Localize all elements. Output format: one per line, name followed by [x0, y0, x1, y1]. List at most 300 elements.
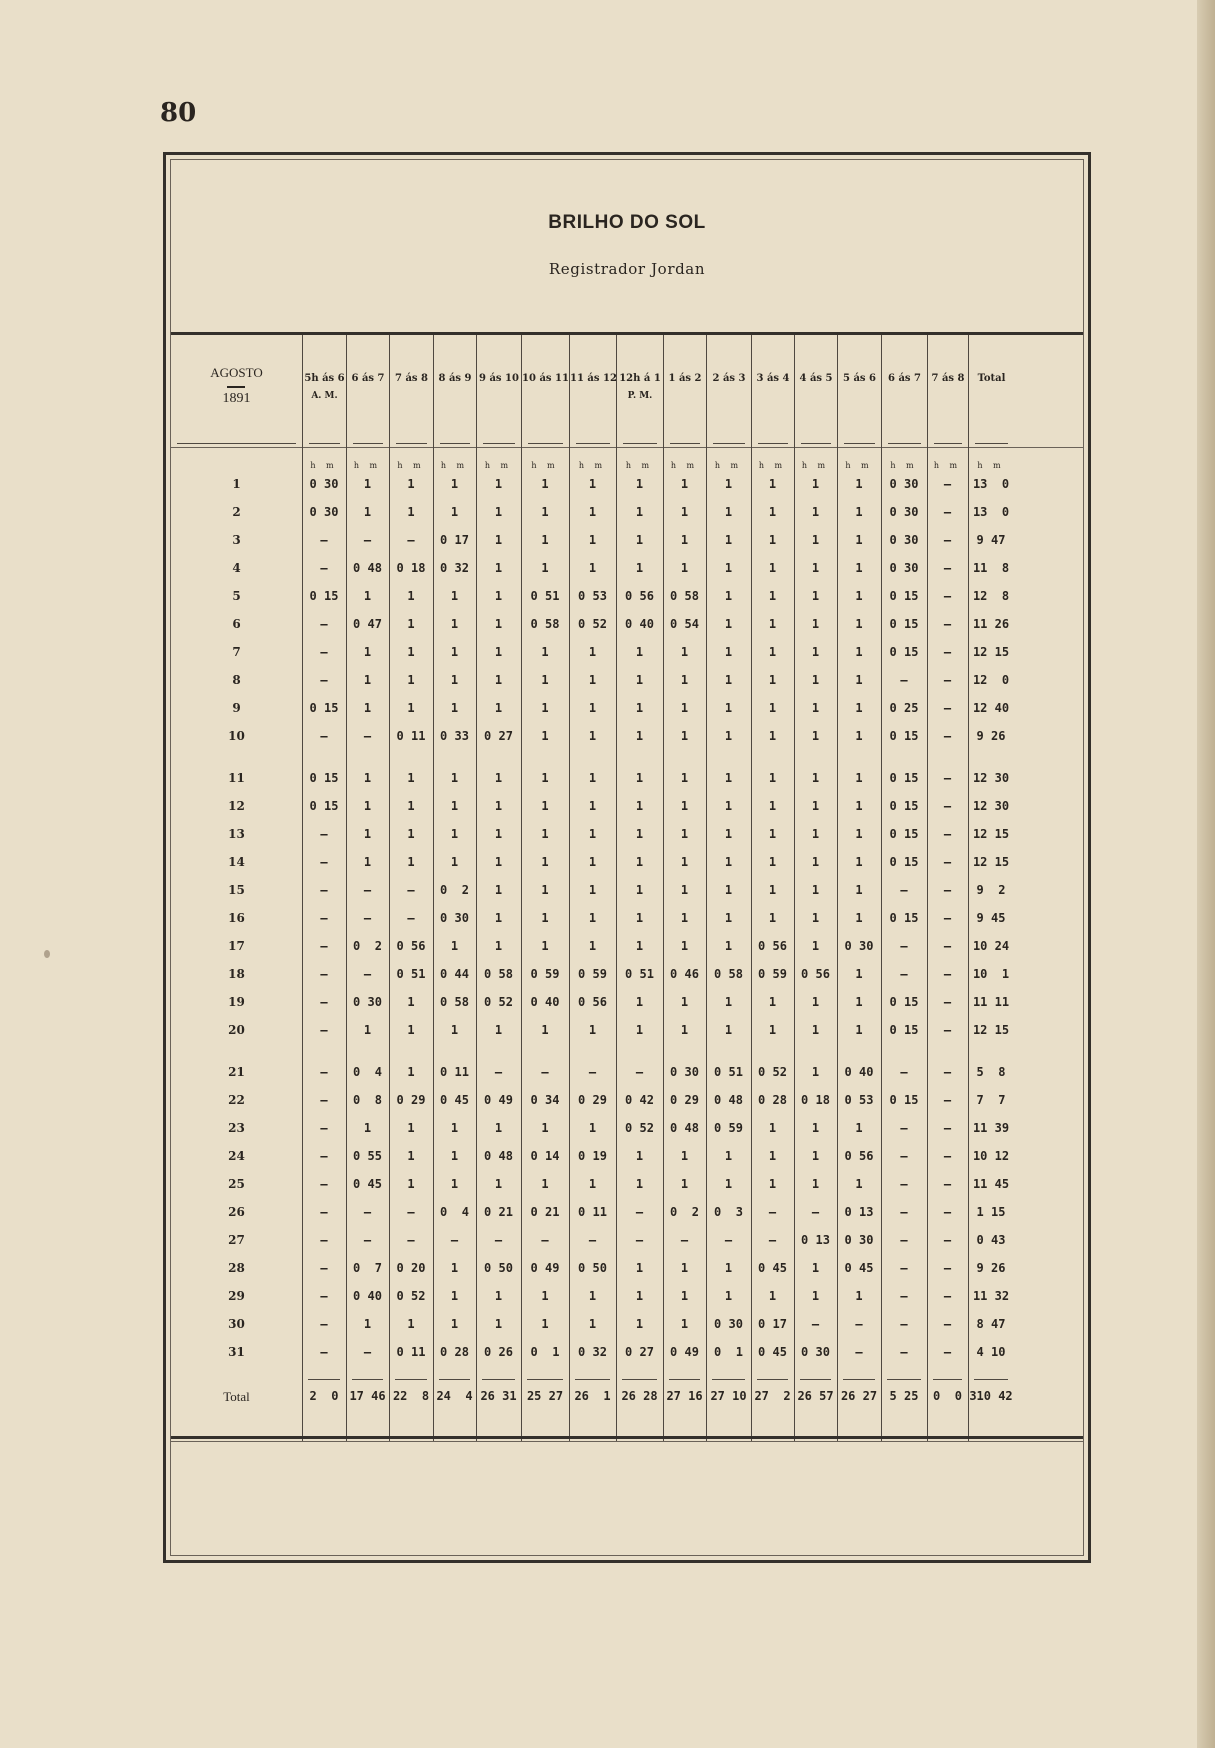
- table-cell: 0 52: [625, 1121, 654, 1135]
- table-cell: 1: [635, 939, 644, 953]
- table-row: [171, 1177, 1083, 1199]
- table-cell: 1: [407, 799, 415, 813]
- column-header-label: 5h ás 6: [304, 373, 345, 384]
- table-cell: 12 30: [972, 799, 1010, 813]
- total-rule: [352, 1379, 383, 1380]
- table-cell: 0 19: [578, 1149, 607, 1163]
- unit-label: h m: [714, 461, 743, 470]
- table-cell: 1: [363, 1317, 372, 1331]
- table-cell: 1: [407, 1149, 415, 1163]
- table-cell: 0 56: [396, 939, 426, 953]
- table-cell: 1: [724, 477, 733, 491]
- table-frame: [163, 152, 1091, 1563]
- row-day: 14: [228, 855, 245, 869]
- table-cell: 1: [724, 939, 733, 953]
- table-cell: 9 26: [976, 1261, 1006, 1275]
- table-cell: —: [943, 673, 952, 687]
- table-cell: 1: [768, 799, 777, 813]
- table-cell: —: [900, 1121, 908, 1135]
- row-day: 31: [228, 1345, 245, 1359]
- table-cell: 9 45: [976, 911, 1006, 925]
- total-rule: [843, 1379, 875, 1380]
- table-row: [171, 883, 1083, 905]
- table-cell: —: [320, 855, 328, 869]
- total-rule: [395, 1379, 427, 1380]
- table-cell: 1: [541, 771, 549, 785]
- table-cell: —: [900, 1317, 908, 1331]
- table-cell: 0 56: [844, 1149, 874, 1163]
- table-row: [171, 701, 1083, 723]
- table-cell: 1: [768, 617, 777, 631]
- table-cell: 1: [680, 883, 689, 897]
- column-header: [968, 335, 1014, 447]
- table-cell: 1: [407, 645, 415, 659]
- table-cell: 0 43: [976, 1233, 1006, 1247]
- table-cell: 1: [680, 477, 689, 491]
- table-cell: 1: [541, 939, 549, 953]
- table-cell: 0 49: [530, 1261, 560, 1275]
- total-rule: [712, 1379, 745, 1380]
- table-cell: 1: [811, 1121, 820, 1135]
- table-cell: —: [320, 1261, 328, 1275]
- table-cell: 1: [811, 1177, 820, 1191]
- total-rule: [527, 1379, 563, 1380]
- table-cell: —: [943, 995, 952, 1009]
- table-cell: 0 45: [758, 1345, 787, 1359]
- table-cell: 1: [494, 1317, 503, 1331]
- table-cell: 1: [494, 645, 503, 659]
- units-row: [171, 461, 1083, 473]
- row-day: 25: [228, 1177, 245, 1191]
- table-cell: 1: [407, 505, 415, 519]
- column-header: [794, 335, 837, 447]
- table-cell: 1: [811, 1023, 820, 1037]
- table-cell: 12 15: [972, 645, 1010, 659]
- table-cell: 1: [855, 1289, 863, 1303]
- table-cell: 0 44: [440, 967, 469, 981]
- table-cell: 1: [635, 701, 644, 715]
- table-cell: —: [320, 1065, 328, 1079]
- table-cell: 0 58: [440, 995, 469, 1009]
- table-row: [171, 1289, 1083, 1311]
- table-cell: 1: [494, 771, 503, 785]
- table-cell: 0 40: [353, 1289, 382, 1303]
- table-cell: —: [811, 1317, 820, 1331]
- table-cell: 0 7: [353, 1261, 382, 1275]
- title-block: [171, 160, 1083, 335]
- table-cell: 0 15: [889, 617, 919, 631]
- table-cell: 0 52: [578, 617, 607, 631]
- table-row: [171, 939, 1083, 961]
- table-cell: 0 27: [484, 729, 513, 743]
- total-rule: [575, 1379, 610, 1380]
- table-cell: —: [900, 1345, 908, 1359]
- row-day: Total: [223, 1389, 250, 1404]
- table-cell: 0 40: [844, 1065, 874, 1079]
- table-cell: —: [943, 967, 952, 981]
- table-cell: 1: [588, 477, 597, 491]
- table-row: [171, 1093, 1083, 1115]
- table-cell: —: [943, 911, 952, 925]
- table-cell: —: [320, 533, 328, 547]
- table-cell: 0 29: [396, 1093, 426, 1107]
- column-header-row: [171, 335, 1083, 448]
- table-cell: 17 46: [349, 1389, 386, 1403]
- table-cell: —: [320, 1289, 328, 1303]
- table-cell: 1: [768, 911, 777, 925]
- unit-label: h m: [933, 461, 962, 470]
- table-cell: 1: [811, 533, 820, 547]
- table-cell: 1: [855, 505, 863, 519]
- table-row: [171, 827, 1083, 849]
- table-cell: 0 45: [758, 1261, 787, 1275]
- table-cell: 1: [635, 827, 644, 841]
- unit-label: h m: [845, 461, 873, 470]
- unit-label: h m: [353, 461, 382, 470]
- page-edge: [1197, 0, 1215, 1748]
- table-cell: 1: [855, 561, 863, 575]
- table-cell: 1: [494, 505, 503, 519]
- table-cell: 1: [811, 939, 820, 953]
- table-cell: 0 48: [484, 1149, 513, 1163]
- table-cell: 0 40: [625, 617, 654, 631]
- column-header-label: 6 ás 7: [888, 373, 921, 384]
- header-rule: [934, 443, 962, 444]
- total-rule: [887, 1379, 921, 1380]
- unit-label: h m: [625, 461, 654, 470]
- table-cell: 0 15: [889, 1023, 919, 1037]
- table-cell: 0 2: [440, 883, 469, 897]
- table-cell: —: [855, 1317, 863, 1331]
- table-cell: 1: [811, 1065, 820, 1079]
- table-cell: 1: [494, 911, 503, 925]
- table-cell: —: [320, 561, 328, 575]
- table-cell: 0 15: [889, 645, 919, 659]
- header-rule: [801, 443, 831, 444]
- table-cell: 1: [635, 1177, 644, 1191]
- table-cell: 1: [680, 1149, 689, 1163]
- table-subtitle: Registrador Jordan: [548, 260, 706, 278]
- table-cell: —: [943, 1317, 952, 1331]
- header-rule: [888, 443, 921, 444]
- table-cell: 1: [635, 911, 644, 925]
- table-cell: 1: [450, 701, 459, 715]
- table-cell: —: [724, 1233, 733, 1247]
- column-header-label: 11 ás 12: [570, 373, 617, 384]
- table-cell: 1: [588, 533, 597, 547]
- table-cell: 1: [811, 477, 820, 491]
- table-cell: 1: [768, 827, 777, 841]
- table-cell: 1: [541, 477, 549, 491]
- table-cell: 1: [450, 799, 459, 813]
- table-cell: 1: [494, 477, 503, 491]
- table-cell: 0 11: [440, 1065, 469, 1079]
- table-cell: 25 27: [526, 1389, 564, 1403]
- table-cell: 0 15: [889, 827, 919, 841]
- table-cell: —: [900, 1233, 908, 1247]
- table-cell: 0 15: [889, 911, 919, 925]
- table-cell: 0 30: [844, 939, 874, 953]
- table-cell: 1: [855, 617, 863, 631]
- table-cell: 0 59: [758, 967, 787, 981]
- table-cell: 0 1: [714, 1345, 743, 1359]
- table-cell: —: [943, 589, 952, 603]
- table-cell: 26 27: [840, 1389, 878, 1403]
- table-cell: —: [943, 729, 952, 743]
- table-cell: 1: [541, 1121, 549, 1135]
- table-cell: 0 30: [309, 477, 339, 491]
- table-cell: 1: [855, 799, 863, 813]
- table-cell: 1: [811, 883, 820, 897]
- row-day: 5: [232, 589, 241, 603]
- table-cell: 1: [724, 799, 733, 813]
- table-cell: 11 8: [972, 561, 1010, 575]
- table-cell: 1: [724, 561, 733, 575]
- row-day: 6: [232, 617, 241, 631]
- table-cell: 1: [855, 533, 863, 547]
- table-cell: —: [900, 1149, 908, 1163]
- table-cell: 1: [724, 701, 733, 715]
- column-header-label: 5 ás 6: [843, 373, 876, 384]
- table-cell: 1: [541, 645, 549, 659]
- table-cell: 1: [450, 939, 459, 953]
- table-cell: 1: [635, 645, 644, 659]
- table-cell: 1: [635, 1023, 644, 1037]
- table-cell: 0 30: [844, 1233, 874, 1247]
- table-cell: 1: [768, 1177, 777, 1191]
- table-cell: 0 4: [353, 1065, 382, 1079]
- table-cell: 27 10: [710, 1389, 747, 1403]
- table-cell: —: [943, 701, 952, 715]
- table-cell: 1: [494, 883, 503, 897]
- table-cell: 0 28: [758, 1093, 787, 1107]
- table-cell: 1: [588, 911, 597, 925]
- table-cell: —: [363, 883, 372, 897]
- unit-label: h m: [670, 461, 699, 470]
- unit-label: h m: [310, 461, 338, 470]
- table-cell: 1: [768, 729, 777, 743]
- table-cell: —: [363, 1233, 372, 1247]
- table-cell: 0 40: [530, 995, 560, 1009]
- table-cell: 1: [541, 701, 549, 715]
- table-cell: 1: [635, 995, 644, 1009]
- table-cell: 1: [450, 477, 459, 491]
- table-cell: 0 48: [670, 1121, 699, 1135]
- table-cell: 1: [680, 799, 689, 813]
- table-cell: 1: [768, 589, 777, 603]
- table-cell: 5 25: [889, 1389, 919, 1403]
- table-cell: 1: [855, 589, 863, 603]
- table-cell: 1: [450, 673, 459, 687]
- table-cell: 1: [768, 673, 777, 687]
- table-cell: 1: [680, 827, 689, 841]
- table-cell: 1: [811, 617, 820, 631]
- table-cell: 11 32: [972, 1289, 1010, 1303]
- table-cell: 0 52: [758, 1065, 787, 1079]
- column-header: [837, 335, 881, 447]
- table-cell: 0 1: [530, 1345, 560, 1359]
- table-cell: 1: [407, 701, 415, 715]
- row-day: 13: [228, 827, 245, 841]
- table-cell: 1: [680, 561, 689, 575]
- table-cell: 1: [588, 771, 597, 785]
- table-cell: 0 59: [714, 1121, 743, 1135]
- table-cell: 0 18: [396, 561, 426, 575]
- table-cell: 1: [588, 561, 597, 575]
- table-cell: —: [494, 1065, 503, 1079]
- table-cell: —: [363, 729, 372, 743]
- column-header-label: 8 ás 9: [438, 373, 472, 384]
- table-cell: 1: [407, 1065, 415, 1079]
- table-cell: 1: [811, 673, 820, 687]
- table-cell: 1: [450, 1317, 459, 1331]
- table-cell: 13 0: [972, 505, 1010, 519]
- table-cell: 1: [855, 855, 863, 869]
- table-cell: 1: [541, 1177, 549, 1191]
- total-rule: [933, 1379, 962, 1380]
- table-cell: 1: [494, 617, 503, 631]
- table-cell: 7 7: [976, 1093, 1006, 1107]
- table-cell: —: [900, 1065, 908, 1079]
- table-row: [171, 561, 1083, 583]
- table-cell: 1: [811, 1289, 820, 1303]
- table-cell: 0 15: [889, 995, 919, 1009]
- table-cell: 1: [680, 939, 689, 953]
- row-day: 2: [232, 505, 241, 519]
- table-cell: —: [900, 673, 908, 687]
- table-row: [171, 911, 1083, 933]
- table-cell: —: [635, 1233, 644, 1247]
- table-cell: 1: [541, 855, 549, 869]
- column-header-label: 7 ás 8: [931, 373, 965, 384]
- header-rule: [576, 443, 610, 444]
- table-cell: 1: [635, 477, 644, 491]
- column-header: [927, 335, 968, 447]
- table-cell: 1: [407, 1177, 415, 1191]
- table-cell: —: [943, 1345, 952, 1359]
- column-header-label: Total: [977, 373, 1006, 384]
- table-cell: 0 30: [670, 1065, 699, 1079]
- table-body: [171, 447, 1083, 1452]
- table-cell: 1: [635, 771, 644, 785]
- table-cell: 0 52: [396, 1289, 426, 1303]
- table-cell: 0 0: [933, 1389, 962, 1403]
- table-cell: 0 15: [889, 729, 919, 743]
- table-cell: —: [320, 827, 328, 841]
- header-rule: [353, 443, 383, 444]
- table-cell: —: [363, 967, 372, 981]
- table-cell: 1: [407, 477, 415, 491]
- table-cell: 1: [724, 883, 733, 897]
- table-cell: 1: [494, 561, 503, 575]
- table-cell: 1: [363, 477, 372, 491]
- table-cell: 1: [680, 771, 689, 785]
- table-cell: 1: [680, 701, 689, 715]
- table-cell: 1: [407, 617, 415, 631]
- table-cell: —: [943, 939, 952, 953]
- table-cell: 1: [363, 771, 372, 785]
- table-cell: 0 20: [396, 1261, 426, 1275]
- table-cell: 1: [768, 645, 777, 659]
- table-cell: 1: [768, 855, 777, 869]
- table-cell: 0 48: [353, 561, 382, 575]
- table-cell: 1: [724, 673, 733, 687]
- table-cell: 0 11: [396, 1345, 426, 1359]
- table-cell: 1: [541, 533, 549, 547]
- table-cell: 1: [811, 561, 820, 575]
- table-cell: 0 28: [440, 1345, 469, 1359]
- table-cell: 1: [811, 1149, 820, 1163]
- table-cell: 1: [768, 771, 777, 785]
- table-cell: —: [635, 1205, 644, 1219]
- table-cell: 1: [588, 1317, 597, 1331]
- table-row: [171, 617, 1083, 639]
- table-cell: 1: [635, 1317, 644, 1331]
- table-cell: 10 1: [972, 967, 1010, 981]
- table-cell: 0 32: [440, 561, 469, 575]
- unit-label: h m: [578, 461, 607, 470]
- total-rule: [669, 1379, 700, 1380]
- table-cell: 1: [541, 827, 549, 841]
- table-bottom-rule: [171, 1436, 1083, 1439]
- table-cell: 0 30: [889, 533, 919, 547]
- table-cell: 13 0: [972, 477, 1010, 491]
- table-cell: 1: [811, 729, 820, 743]
- table-cell: 1: [588, 645, 597, 659]
- unit-label: h m: [977, 461, 1005, 470]
- total-rule: [439, 1379, 470, 1380]
- table-cell: —: [407, 1205, 415, 1219]
- header-rule: [713, 443, 745, 444]
- table-cell: 26 57: [797, 1389, 834, 1403]
- table-cell: 0 59: [578, 967, 607, 981]
- column-header: [521, 335, 569, 447]
- table-row: [171, 771, 1083, 793]
- table-cell: 1: [363, 827, 372, 841]
- column-header: [881, 335, 927, 447]
- table-cell: 1: [450, 1289, 459, 1303]
- table-cell: —: [320, 939, 328, 953]
- paper-speck: [44, 950, 50, 958]
- table-cell: 1: [635, 673, 644, 687]
- table-cell: 1: [724, 1177, 733, 1191]
- table-cell: —: [900, 1177, 908, 1191]
- table-cell: 1: [724, 505, 733, 519]
- table-cell: —: [407, 533, 415, 547]
- table-cell: 1: [724, 911, 733, 925]
- table-cell: 1: [855, 673, 863, 687]
- table-cell: 0 45: [440, 1093, 469, 1107]
- table-cell: 1: [680, 911, 689, 925]
- header-rule: [396, 443, 427, 444]
- table-row: [171, 1065, 1083, 1087]
- column-header: [476, 335, 521, 447]
- table-cell: 1: [588, 939, 597, 953]
- table-cell: 0 27: [625, 1345, 654, 1359]
- table-cell: 1: [494, 799, 503, 813]
- table-cell: 1: [680, 855, 689, 869]
- table-cell: 1: [588, 827, 597, 841]
- table-cell: 1: [635, 855, 644, 869]
- table-cell: 1: [811, 645, 820, 659]
- table-cell: 1: [724, 1023, 733, 1037]
- table-cell: 26 1: [574, 1389, 611, 1403]
- table-cell: 1: [768, 701, 777, 715]
- table-cell: 0 49: [670, 1345, 699, 1359]
- table-row: [171, 673, 1083, 695]
- table-cell: 1: [363, 505, 372, 519]
- table-cell: 0 30: [889, 477, 919, 491]
